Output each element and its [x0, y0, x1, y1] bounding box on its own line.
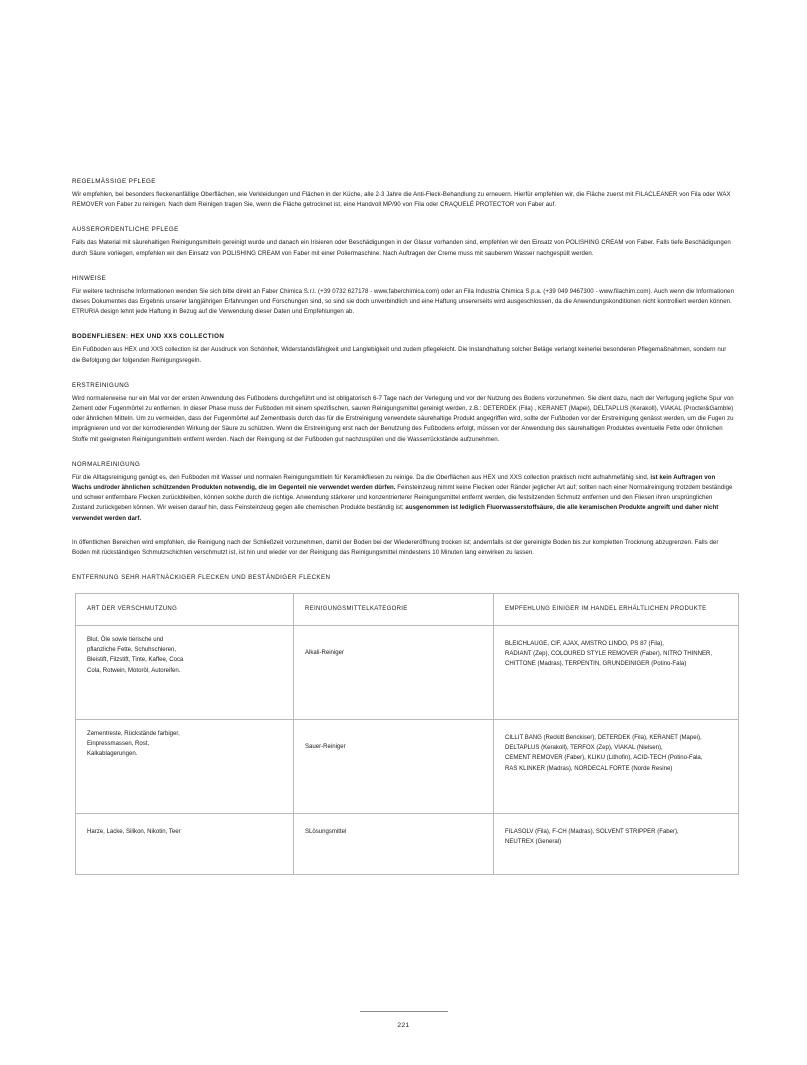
section-paragraph: Für weitere technische Informationen wenden Sie sich bitte direkt an Faber Chimica S.r.l. (+39 0732 627178 - www.faberchimica.com) oder an Fila Industria Chimica S.p.a. (+39 049 9467300 - www.filachim.com). Auch wenn die Informationen dieses Dokumentes das Ergebnis unserer langjährigen Erfahrungen und Forschungen sind, so sind sie doch unverbindlich und eine Haftung unsererseits wird ausgeschlossen, da die Anwendungskonditionen nicht kontrolliert werden können. ETRURIA design lehnt jede Haftung in Bezug auf die Verwendung dieser Daten und Empfehlungen ab. — [72, 287, 735, 316]
section-title: HINWEISE — [72, 274, 107, 282]
page-number: 221 — [397, 1022, 410, 1029]
section-ausserordentliche-pflege — [72, 226, 735, 258]
cell-cleaner-category: SLösungsmittel — [294, 813, 494, 874]
section-bodenfliesen — [72, 333, 735, 365]
section-paragraph: In öffentlichen Bereichen wird empfohlen, die Reinigung nach der Schließzeit vorzunehmen, damit der Boden bei der Wiedereröffnung trocken ist; andernfalls ist der gereinigte Boden bis zur kompletten Trocknung abzugrenzen. Falls der Boden mit rückständigen Schmutzschichten verschmutzt ist, ist hin und wieder vor der Reinigung das Reinigungsmittel mindestens 10 Minuten lang einwirken zu lassen. — [72, 538, 719, 557]
section-title: REGELMÄSSIGE PFLEGE — [72, 178, 156, 185]
cell-recommended-products: CILLIT BANG (Reckitt Benckiser), DETERDEK (Fila), KERANET (Mapei), DELTAPLUS (Kerakoll), TERFOX (Zep), VIAKAL (Nielsen), CEMENT REMOVER (Faber), KLIKU (Lithofin), ACID-TECH (Potino-Fala, RAS KLINKER (Madras), NORDECAL FORTE (Norde Resine) — [494, 719, 739, 813]
table-row — [76, 719, 739, 813]
section-hinweise — [72, 275, 735, 318]
cell-recommended-products: FILASOLV (Fila), F-CH (Madras), SOLVENT STRIPPER (Faber), NEUTREX (General) — [494, 813, 739, 874]
section-regelmaessige-pflege — [72, 178, 735, 210]
section-title: AUSSERORDENTLICHE PFLEGE — [72, 226, 179, 234]
page-footer — [0, 1011, 807, 1029]
cell-recommended-products: BLEICHLAUGE, CIF, AJAX, AMSTRO LINDO, PS 87 (Fila), RADIANT (Zep), COLOURED STYLE REMOVER (Faber), NITRO THINNER, CHITTONE (Madras), TERPENTIN, GRUNDEINIGER (Potino-Fala) — [494, 625, 739, 719]
section-paragraph: Für die Alltagsreinigung genügt es, den Fußboden mit Wasser und normalen Reinigungsmitteln für Keramikfliesen zu reinige. Da die Oberflächen aus HEX und XXS collection praktisch nicht aufnahmefähig sind, ist kein Auftragen von Wachs und/oder ähnlichen schützenden Produkten notwendig, die im Gegenteil nie verwendet werden dürfen. Feinsteinzeug nimmt keine Flecken oder Ränder jeglicher Art auf; sollten nach einer Normalreinigung trotzdem beständige und schwer entfernbare Flecken zurückbleiben, können solche durch die richtige. Anwendung stärkerer und konzentrierterer Reinigungsmittel entfernt werden, die festsitzenden Schmutz entfernen und den Fliesen ihren ursprünglichen Zustand zurückgeben können. Wir weisen darauf hin, dass Feinsteinzeug gegen alle chemischen Produkte beständig ist; ausgenommen ist lediglich Fluorwasserstoffsäure, die alle keramischen Produkte angreift und daher nicht verwendet werden darf. — [72, 473, 733, 522]
section-normalreinigung — [72, 461, 735, 558]
section-erstreinigung — [72, 382, 735, 445]
section-title: ERSTREINIGUNG — [72, 381, 130, 389]
column-header-recommended-products: EMPFEHLUNG EINIGER IM HANDEL ERHÄLTLICHEN PRODUKTE — [494, 594, 739, 625]
section-title: NORMALREINIGUNG — [72, 460, 141, 468]
section-paragraph: Ein Fußboden aus HEX und XXS collection ist der Ausdruck von Schönheit, Widerstandsfähigkeit und Langlebigkeit und zudem pflegeleicht. Die Instandhaltung solcher Beläge verlangt keinerlei besonderen Pflegemaßnahmen, sondern nur die Befolgung der folgenden Reinigungsregeln. — [72, 346, 727, 364]
column-header-cleaner-category: REINIGUNGSMITTELKATEGORIE — [294, 594, 494, 625]
section-paragraph: Falls das Material mit säurehaltigen Reinigungsmitteln gereinigt wurde und danach ein Irisieren oder Beschädigungen in der Glasur vorhanden sind, empfehlen wir den Einsatz von POLISHING CREAM von Faber. Falls tiefe Beschädigungen durch Säure vorliegen, empfehlen wir den Einsatz von POLISHING CREAM von Faber mit einer Poliermaschine. Nach Auftragen der Creme muss mit sauberem Wasser nachgespült werden. — [72, 239, 731, 257]
section-paragraph: Wir empfehlen, bei besonders fleckenanfällige Oberflächen, wie Verkleidungen und Flächen in der Küche, alle 2-3 Jahre die Anti-Fleck-Behandlung zu erneuern. Hierfür empfehlen wir, die Fläche zuerst mit FILACLEANER von Fila oder WAX REMOVER von Faber zu reinigen. Nach dem Reinigen tragen Sie, wenn die Fläche getrocknet ist, eine Handvoll MP/90 von Fila oder CRAQUELÉ PROTECTOR von Faber auf. — [72, 191, 731, 209]
table-title: ENTFERNUNG SEHR HARTNÄCKIGER FLECKEN UND BESTÄNDIGER FLECKEN — [72, 574, 331, 582]
footer-divider — [360, 1011, 448, 1012]
cell-soiling-type: Zementreste, Rückstände farbiger, Einpressmassen, Rost, Kalkablagerungen. — [76, 719, 294, 813]
stain-removal-block — [72, 574, 735, 874]
section-title: BODENFLIESEN: HEX UND XXS COLLECTION — [72, 333, 225, 341]
document-content — [72, 178, 735, 875]
stain-removal-table — [75, 593, 739, 874]
table-header-row — [76, 594, 739, 625]
cell-soiling-type: Harze, Lacke, Silikon, Nikotin, Teer — [76, 813, 294, 874]
table-row — [76, 625, 739, 719]
cell-cleaner-category: Alkali-Reiniger — [294, 625, 494, 719]
cell-soiling-type: Blut, Öle sowie tierische und pflanzliche Fette, Schuhschleren, Bleistift, Filzstift, Tinte, Kaffee, Coca Cola, Rotwein, Motoröl, Autoreifen. — [76, 625, 294, 719]
column-header-soiling-type: ART DER VERSCHMUTZUNG — [76, 594, 294, 625]
cell-cleaner-category: Sauer-Reiniger — [294, 719, 494, 813]
section-paragraph: Wird normalerweise nur ein Mal vor der ersten Anwendung des Fußbodens durchgeführt und ist obligatorisch 6-7 Tage nach der Verlegung und vor der Nutzung des Bodens vorzunehmen. Sie dient dazu, nach der Verfugung jegliche Spur von Zement oder Fugenmörtel zu entfernen. In dieser Phase muss der Fußboden mit einem spezifischen, sauren Reinigungsmittel gereinigt werden, z.B.: DETERDEK (Fila) , KERANET (Mapei), DELTAPLUS (Kerakoll), VIAKAL (Procter&Gamble) oder ähnlichen Mitteln. Um zu vermeiden, dass der Fugenmörtel auf Zementbasis durch das für die Erstreinigung verwendete säurehaltige Produkt angegriffen wird, sollte der Fußboden vor der Erstreinigung genässt werden, um die Fugen zu imprägnieren und vor der korrodierenden Wirkung der Säure zu schützen. Wenn die Erstreinigung erst nach der Benutzung des Fußbodens erfolgt, müssen vor der Anwendung des säurehaltigen Produktes eventuelle Fette oder öhnlichen Stoffe mit geeigneten Reinigungsmitteln entfernt werden. Nach der Reinigung ist der Fußboden gut nachzuspülen und die Wasserrückstände aufzunehmen. — [72, 394, 734, 443]
table-row — [76, 813, 739, 874]
